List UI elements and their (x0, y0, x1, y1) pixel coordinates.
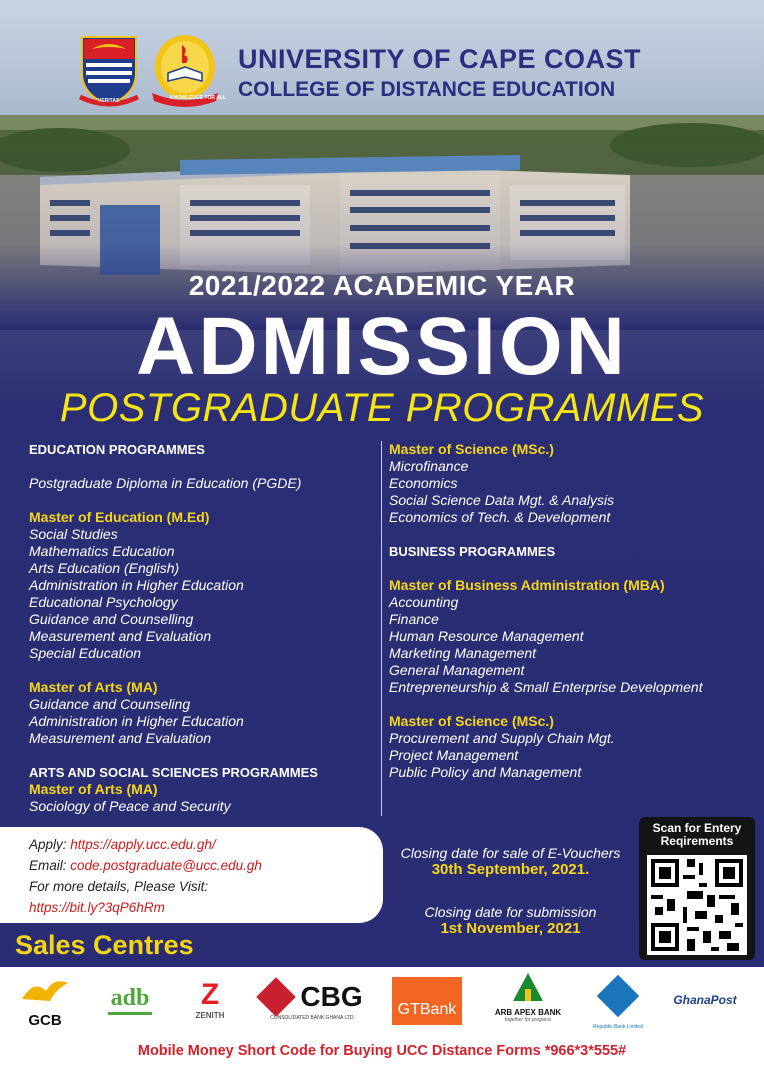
list-item: Procurement and Supply Chain Mgt. (389, 730, 615, 746)
cbg-logo (250, 981, 375, 1021)
sales-centres-title: Sales Centres (15, 930, 194, 960)
apply-label: Apply: (29, 837, 71, 852)
voucher-closing (388, 845, 633, 878)
qr-panel (639, 817, 755, 960)
list-item: Social Studies (29, 526, 118, 542)
list-item: Social Science Data Mgt. & Analysis (389, 492, 615, 508)
college-name: COLLEGE OF DISTANCE EDUCATION (238, 78, 616, 101)
voucher-closing-date: 30th September, 2021. (431, 861, 590, 878)
ghanapost-name: GhanaPost (673, 993, 737, 1007)
list-item: Administration in Higher Education (29, 713, 244, 729)
list-item: Educational Psychology (29, 594, 178, 610)
submission-closing-date: 1st November, 2021 (440, 920, 581, 937)
admission-title: ADMISSION (136, 301, 628, 392)
republic-name: Republic Bank Limited (593, 1024, 643, 1030)
pgde-item: Postgraduate Diploma in Education (PGDE) (29, 475, 302, 491)
list-item: Special Education (29, 645, 142, 661)
msc-heading: Master of Science (MSc.) (389, 441, 554, 457)
cde-motto: KNOWLEDGE FOR ALL (170, 95, 226, 101)
list-item: Accounting (389, 594, 459, 610)
list-item: Mathematics Education (29, 543, 175, 559)
apply-line (29, 837, 216, 852)
zenith-logo (185, 979, 235, 1020)
education-programmes-heading: EDUCATION PROGRAMMES (29, 442, 205, 457)
msc2-heading: Master of Science (MSc.) (389, 713, 554, 729)
academic-year: 2021/2022 ACADEMIC YEAR (188, 270, 576, 301)
list-item: Sociology of Peace and Security (29, 798, 231, 814)
details-label: For more details, Please Visit: (29, 879, 209, 894)
qr-title-line2: Reqirements (660, 834, 734, 848)
arb-tree-icon (511, 971, 545, 1003)
list-item: General Management (389, 662, 525, 678)
list-item: Entrepreneurship & Small Enterprise Development (389, 679, 703, 695)
list-item: Measurement and Evaluation (29, 730, 212, 746)
list-item: Microfinance (389, 458, 469, 474)
email-link[interactable]: code.postgraduate@ucc.edu.gh (70, 858, 262, 873)
list-item: Arts Education (English) (29, 560, 180, 576)
list-item: Finance (389, 611, 439, 627)
gtbank-name: GTBank (397, 1001, 457, 1018)
details-link[interactable]: https://bit.ly?3qP6hRm (29, 900, 165, 915)
gcb-logo (15, 977, 75, 1029)
email-line (29, 858, 262, 873)
cbg-name: CBG (300, 981, 363, 1012)
postgraduate-subtitle: POSTGRADUATE PROGRAMMES (59, 386, 705, 430)
list-item: Administration in Higher Education (29, 577, 244, 593)
list-item: Marketing Management (389, 645, 537, 661)
arts-social-sciences-heading: ARTS AND SOCIAL SCIENCES PROGRAMMES (29, 765, 318, 780)
list-item: Economics of Tech. & Development (389, 509, 611, 525)
list-item: Guidance and Counseling (29, 696, 191, 712)
gcb-eagle-icon (20, 977, 70, 1007)
column-divider (381, 441, 382, 816)
adb-name: adb (110, 985, 150, 1011)
gtbank-logo (392, 977, 462, 1025)
programmes-right-column (389, 441, 754, 781)
cbg-caption: CONSOLIDATED BANK GHANA LTD. (270, 1015, 355, 1021)
gcb-name: GCB (28, 1012, 62, 1029)
qr-title-line1: Scan for Entery (652, 821, 742, 835)
mba-heading: Master of Business Administration (MBA) (389, 577, 665, 593)
qr-code[interactable] (647, 855, 747, 955)
zenith-name: ZENITH (195, 1011, 225, 1020)
programmes-left-column (29, 441, 379, 815)
list-item: Measurement and Evaluation (29, 628, 212, 644)
adb-logo (100, 985, 160, 1015)
zenith-z-icon: Z (200, 978, 220, 1011)
med-heading: Master of Education (M.Ed) (29, 509, 210, 525)
arb-logo (483, 971, 573, 1023)
bank-logos-strip (0, 967, 764, 1080)
voucher-closing-label: Closing date for sale of E-Vouchers (400, 845, 621, 861)
apply-link[interactable]: https://apply.ucc.edu.gh/ (70, 837, 216, 852)
submission-closing (388, 904, 633, 937)
submission-closing-label: Closing date for submission (424, 904, 597, 920)
university-name: UNIVERSITY OF CAPE COAST (238, 44, 642, 74)
list-item: Guidance and Counselling (29, 611, 194, 627)
mobile-money-shortcode: Mobile Money Short Code for Buying UCC Distance Forms *966*3*555# (137, 1043, 627, 1059)
contact-box (0, 827, 383, 923)
list-item: Economics (389, 475, 458, 491)
ucc-crest-logo (78, 33, 140, 107)
list-item: Public Policy and Management (389, 764, 582, 780)
crest-motto: VERITAS (98, 98, 120, 104)
list-item: Project Management (389, 747, 519, 763)
arb-caption: together for progress (504, 1017, 552, 1023)
cbg-diamond-icon (257, 977, 297, 1017)
ma-heading: Master of Arts (MA) (29, 679, 158, 695)
republic-bank-logo (588, 975, 648, 1030)
email-label: Email: (29, 858, 71, 873)
ghanapost-logo (660, 993, 750, 1007)
arb-name: ARB APEX BANK (494, 1008, 562, 1017)
arts-ma-heading: Master of Arts (MA) (29, 781, 158, 797)
business-programmes-heading: BUSINESS PROGRAMMES (389, 544, 556, 559)
qr-title (639, 822, 755, 848)
republic-diamond-icon (597, 975, 639, 1017)
list-item: Human Resource Management (389, 628, 584, 644)
